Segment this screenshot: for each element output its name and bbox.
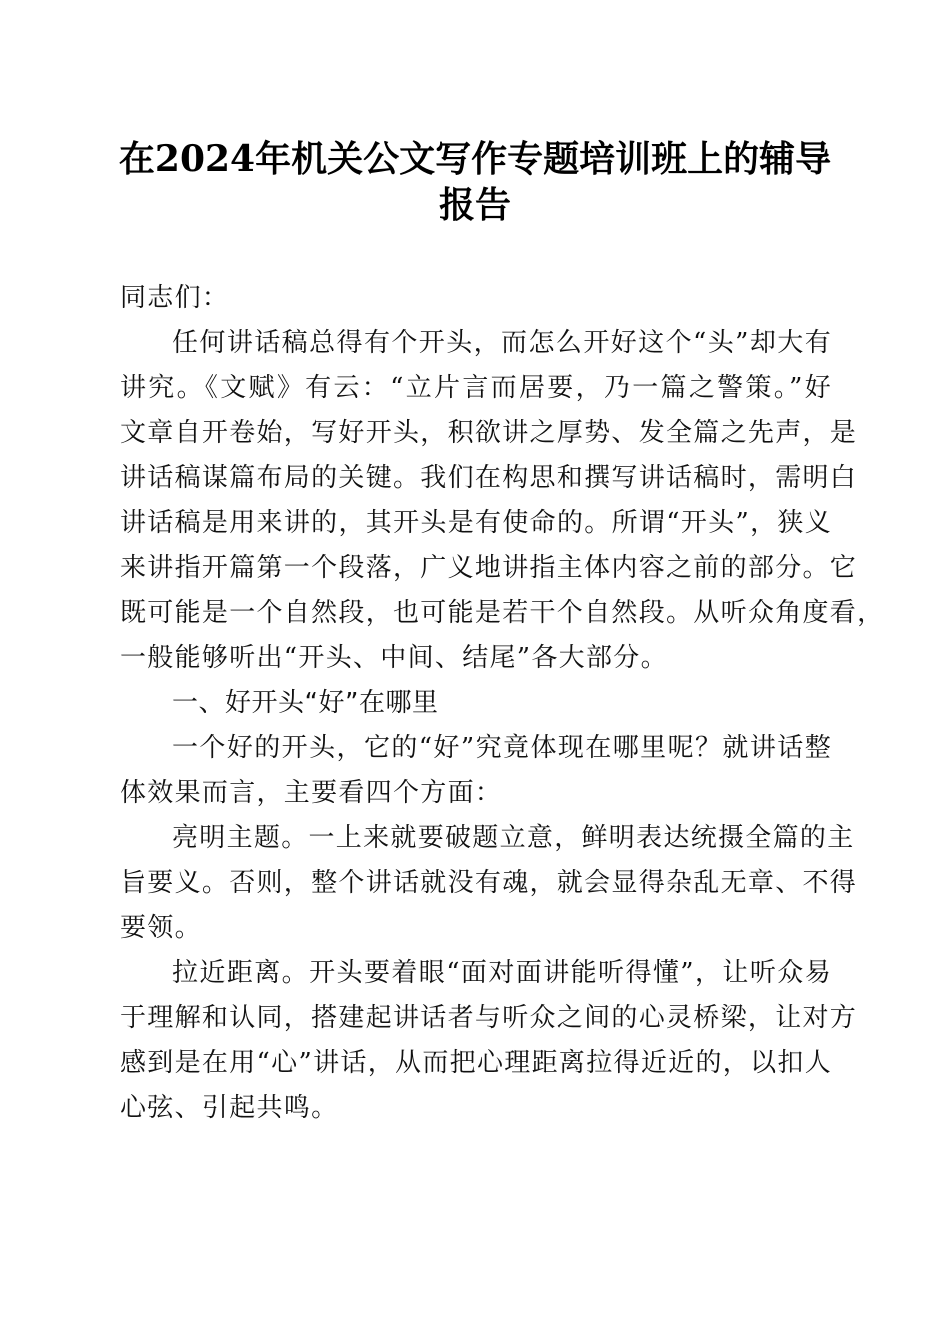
text-line: 文章自开卷始，写好开头，积欲讲之厚势、发全篇之先声，是: [120, 418, 858, 448]
text-line: 一个好的开头，它的“好”究竟体现在哪里呢？就讲话整: [172, 733, 832, 763]
text-line: 既可能是一个自然段，也可能是若干个自然段。从听众角度看，: [120, 598, 885, 628]
paragraph-1: [120, 321, 885, 681]
text-line: 亮明主题。一上来就要破题立意，鲜明表达统摄全篇的主: [172, 823, 855, 853]
text-line: 讲究。《文赋》有云：“立片言而居要，乃一篇之警策。”好: [120, 373, 832, 403]
document-title: [110, 136, 840, 228]
text-line: 心弦、引起共鸣。: [120, 1093, 339, 1123]
text-line: 来讲指开篇第一个段落，广义地讲指主体内容之前的部分。它: [120, 553, 858, 583]
salutation: 同志们：: [120, 283, 230, 313]
text-line: 体效果而言，主要看四个方面：: [120, 778, 503, 808]
paragraph-3: [120, 816, 858, 951]
text-line: 一般能够听出“开头、中间、结尾”各大部分。: [120, 643, 668, 673]
text-line: 旨要义。否则，整个讲话就没有魂，就会显得杂乱无章、不得: [120, 868, 858, 898]
text-line: 讲话稿是用来讲的，其开头是有使命的。所谓“开头”，狭义: [120, 508, 832, 538]
text-line: 拉近距离。开头要着眼“面对面讲能听得懂”，让听众易: [172, 958, 832, 988]
text-line: 讲话稿谋篇布局的关键。我们在构思和撰写讲话稿时，需明白: [120, 463, 858, 493]
paragraph-2: [120, 726, 832, 816]
text-line: 任何讲话稿总得有个开头，而怎么开好这个“头”却大有: [172, 328, 832, 358]
title-line: 在2024年机关公文写作专题培训班上的辅导: [118, 138, 832, 180]
text-line: 于理解和认同，搭建起讲话者与听众之间的心灵桥梁，让对方: [120, 1003, 858, 1033]
text-line: 要领。: [120, 913, 202, 943]
paragraph-4: [120, 951, 858, 1131]
document-body: [120, 276, 885, 1131]
text-line: 感到是在用“心”讲话，从而把心理距离拉得近近的，以扣人: [120, 1048, 832, 1078]
section-heading: 一、好开头“好”在哪里: [172, 688, 439, 718]
title-line: 报告: [438, 184, 511, 226]
